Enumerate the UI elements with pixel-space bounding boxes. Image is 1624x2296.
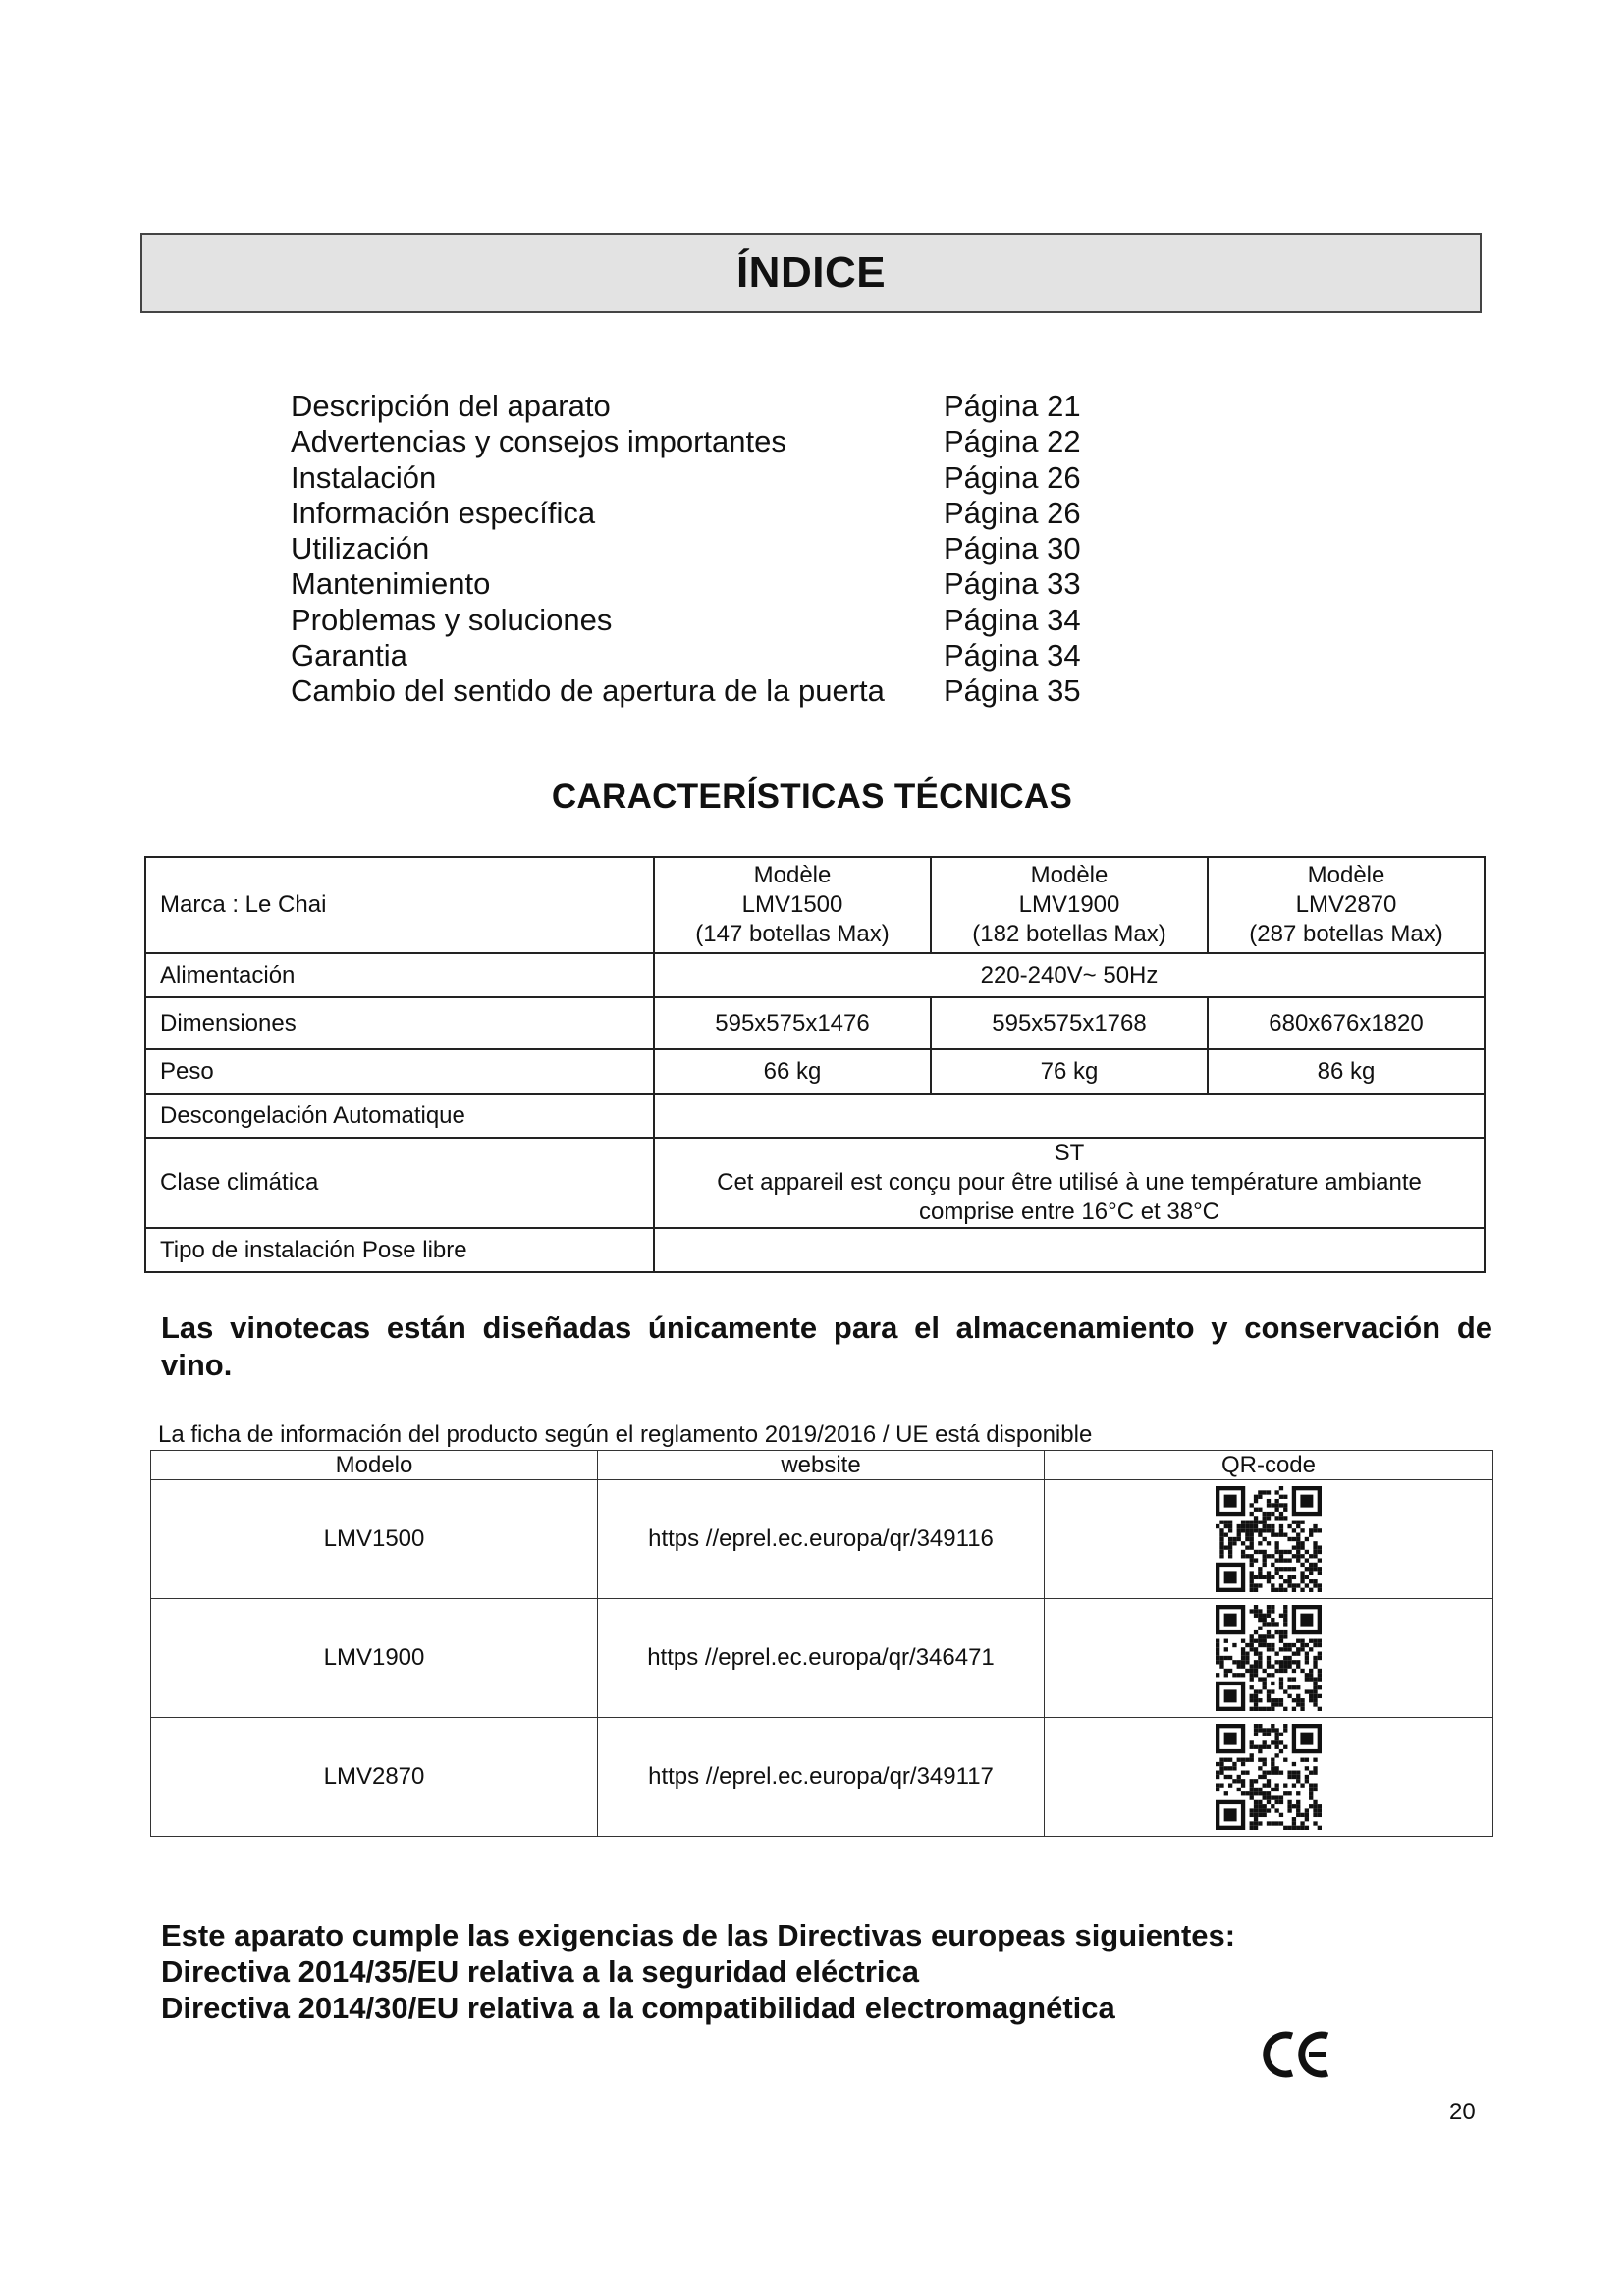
index-entry[interactable] <box>291 603 1115 638</box>
model-cell <box>654 857 931 953</box>
index-entry[interactable] <box>291 673 1115 709</box>
qr-code-icon[interactable] <box>1216 1724 1322 1830</box>
directives-intro: Este aparato cumple las exigencias de las Directivas europeas siguientes: <box>161 1918 1236 1952</box>
directive-item: Directiva 2014/30/EU relativa a la compatibilidad electromagnética <box>161 1991 1115 2025</box>
index-entry-label: Mantenimiento <box>291 566 491 602</box>
product-info-table <box>150 1450 1493 1837</box>
model-capacity: (147 botellas Max) <box>695 921 890 947</box>
climate-class-code: ST <box>1054 1140 1085 1166</box>
index-list <box>291 389 1115 710</box>
brand-cell: Marca : Le Chai <box>145 857 654 953</box>
index-entry[interactable] <box>291 638 1115 673</box>
website-link[interactable]: https //eprel.ec.europa/qr/346471 <box>598 1599 1045 1718</box>
model-code: LMV2870 <box>1295 891 1397 918</box>
qr-code-icon[interactable] <box>1216 1486 1322 1592</box>
column-header: Modelo <box>151 1451 598 1480</box>
qr-cell <box>1045 1718 1493 1837</box>
usage-note: Las vinotecas están diseñadas únicamente para el almacenamiento y conservación de vino. <box>161 1310 1492 1382</box>
model-cell <box>931 857 1208 953</box>
directive-item: Directiva 2014/35/EU relativa a la seguridad eléctrica <box>161 1954 920 1989</box>
website-link[interactable]: https //eprel.ec.europa/qr/349117 <box>598 1718 1045 1837</box>
table-row <box>145 953 1485 997</box>
product-info-caption: La ficha de información del producto según el reglamento 2019/2016 / UE está disponible <box>158 1421 1093 1448</box>
model-capacity: (182 botellas Max) <box>972 921 1166 947</box>
qr-cell <box>1045 1599 1493 1718</box>
index-entry-label: Garantia <box>291 638 407 673</box>
directives-block <box>161 1917 1235 2026</box>
index-entry-page: Página 21 <box>944 389 1081 423</box>
model-label: Modèle <box>1030 862 1109 888</box>
table-row <box>145 1049 1485 1094</box>
empty-cell <box>654 1094 1485 1138</box>
index-entry[interactable] <box>291 389 1115 424</box>
climate-class-range: comprise entre 16°C et 38°C <box>919 1199 1219 1225</box>
index-entry-page: Página 22 <box>944 424 1081 459</box>
table-header-row <box>151 1451 1493 1480</box>
index-title-banner <box>140 233 1482 313</box>
tech-specs-heading: CARACTERÍSTICAS TÉCNICAS <box>551 777 1073 816</box>
model-label: Modèle <box>753 862 832 888</box>
table-row <box>145 1094 1485 1138</box>
climate-class-description: Cet appareil est conçu pour être utilisé à une température ambiante <box>717 1169 1422 1196</box>
column-header: QR-code <box>1045 1451 1493 1480</box>
index-entry-page: Página 26 <box>944 495 1081 530</box>
index-entry-label: Problemas y soluciones <box>291 602 613 637</box>
model-code: LMV1900 <box>1018 891 1120 918</box>
index-entry-page: Página 34 <box>944 638 1081 673</box>
row-label: Descongelación Automatique <box>145 1094 654 1138</box>
column-header: website <box>598 1451 1045 1480</box>
index-entry[interactable] <box>291 531 1115 566</box>
row-label: Clase climática <box>145 1138 654 1228</box>
ce-mark-icon <box>1263 2030 1333 2079</box>
model-name: LMV1500 <box>151 1480 598 1599</box>
table-row <box>151 1718 1493 1837</box>
index-entry-page: Página 30 <box>944 531 1081 566</box>
index-entry[interactable] <box>291 460 1115 496</box>
index-entry-label: Descripción del aparato <box>291 389 611 423</box>
qr-code-icon[interactable] <box>1216 1605 1322 1711</box>
weight-value: 86 kg <box>1208 1049 1485 1094</box>
index-entry-label: Información específica <box>291 495 596 530</box>
table-row <box>145 1138 1485 1228</box>
index-entry-page: Página 35 <box>944 673 1081 709</box>
table-row <box>145 997 1485 1049</box>
dimension-value: 595x575x1768 <box>931 997 1208 1049</box>
index-entry-label: Advertencias y consejos importantes <box>291 424 786 459</box>
table-row <box>151 1480 1493 1599</box>
tech-specs-table <box>144 856 1486 1273</box>
index-entry-page: Página 26 <box>944 459 1081 495</box>
row-label: Alimentación <box>145 953 654 997</box>
index-entry-label: Instalación <box>291 459 437 495</box>
climate-class-value <box>654 1138 1485 1228</box>
dimension-value: 680x676x1820 <box>1208 997 1485 1049</box>
index-entry[interactable] <box>291 496 1115 531</box>
index-entry[interactable] <box>291 566 1115 602</box>
model-name: LMV1900 <box>151 1599 598 1718</box>
row-label: Peso <box>145 1049 654 1094</box>
table-row <box>145 857 1485 953</box>
empty-cell <box>654 1228 1485 1272</box>
dimension-value: 595x575x1476 <box>654 997 931 1049</box>
index-entry-page: Página 33 <box>944 566 1081 602</box>
page-title: ÍNDICE <box>735 248 887 296</box>
model-capacity: (287 botellas Max) <box>1249 921 1443 947</box>
model-cell <box>1208 857 1485 953</box>
model-label: Modèle <box>1307 862 1385 888</box>
index-entry[interactable] <box>291 424 1115 459</box>
weight-value: 76 kg <box>931 1049 1208 1094</box>
index-entry-page: Página 34 <box>944 602 1081 637</box>
website-link[interactable]: https //eprel.ec.europa/qr/349116 <box>598 1480 1045 1599</box>
page-number: 20 <box>1449 2099 1476 2125</box>
qr-cell <box>1045 1480 1493 1599</box>
model-code: LMV1500 <box>741 891 843 918</box>
index-entry-label: Cambio del sentido de apertura de la puerta <box>291 673 885 709</box>
weight-value: 66 kg <box>654 1049 931 1094</box>
index-entry-label: Utilización <box>291 531 430 566</box>
table-row <box>151 1599 1493 1718</box>
row-label: Tipo de instalación Pose libre <box>145 1228 654 1272</box>
model-name: LMV2870 <box>151 1718 598 1837</box>
row-label: Dimensiones <box>145 997 654 1049</box>
power-value: 220-240V~ 50Hz <box>654 953 1485 997</box>
table-row <box>145 1228 1485 1272</box>
